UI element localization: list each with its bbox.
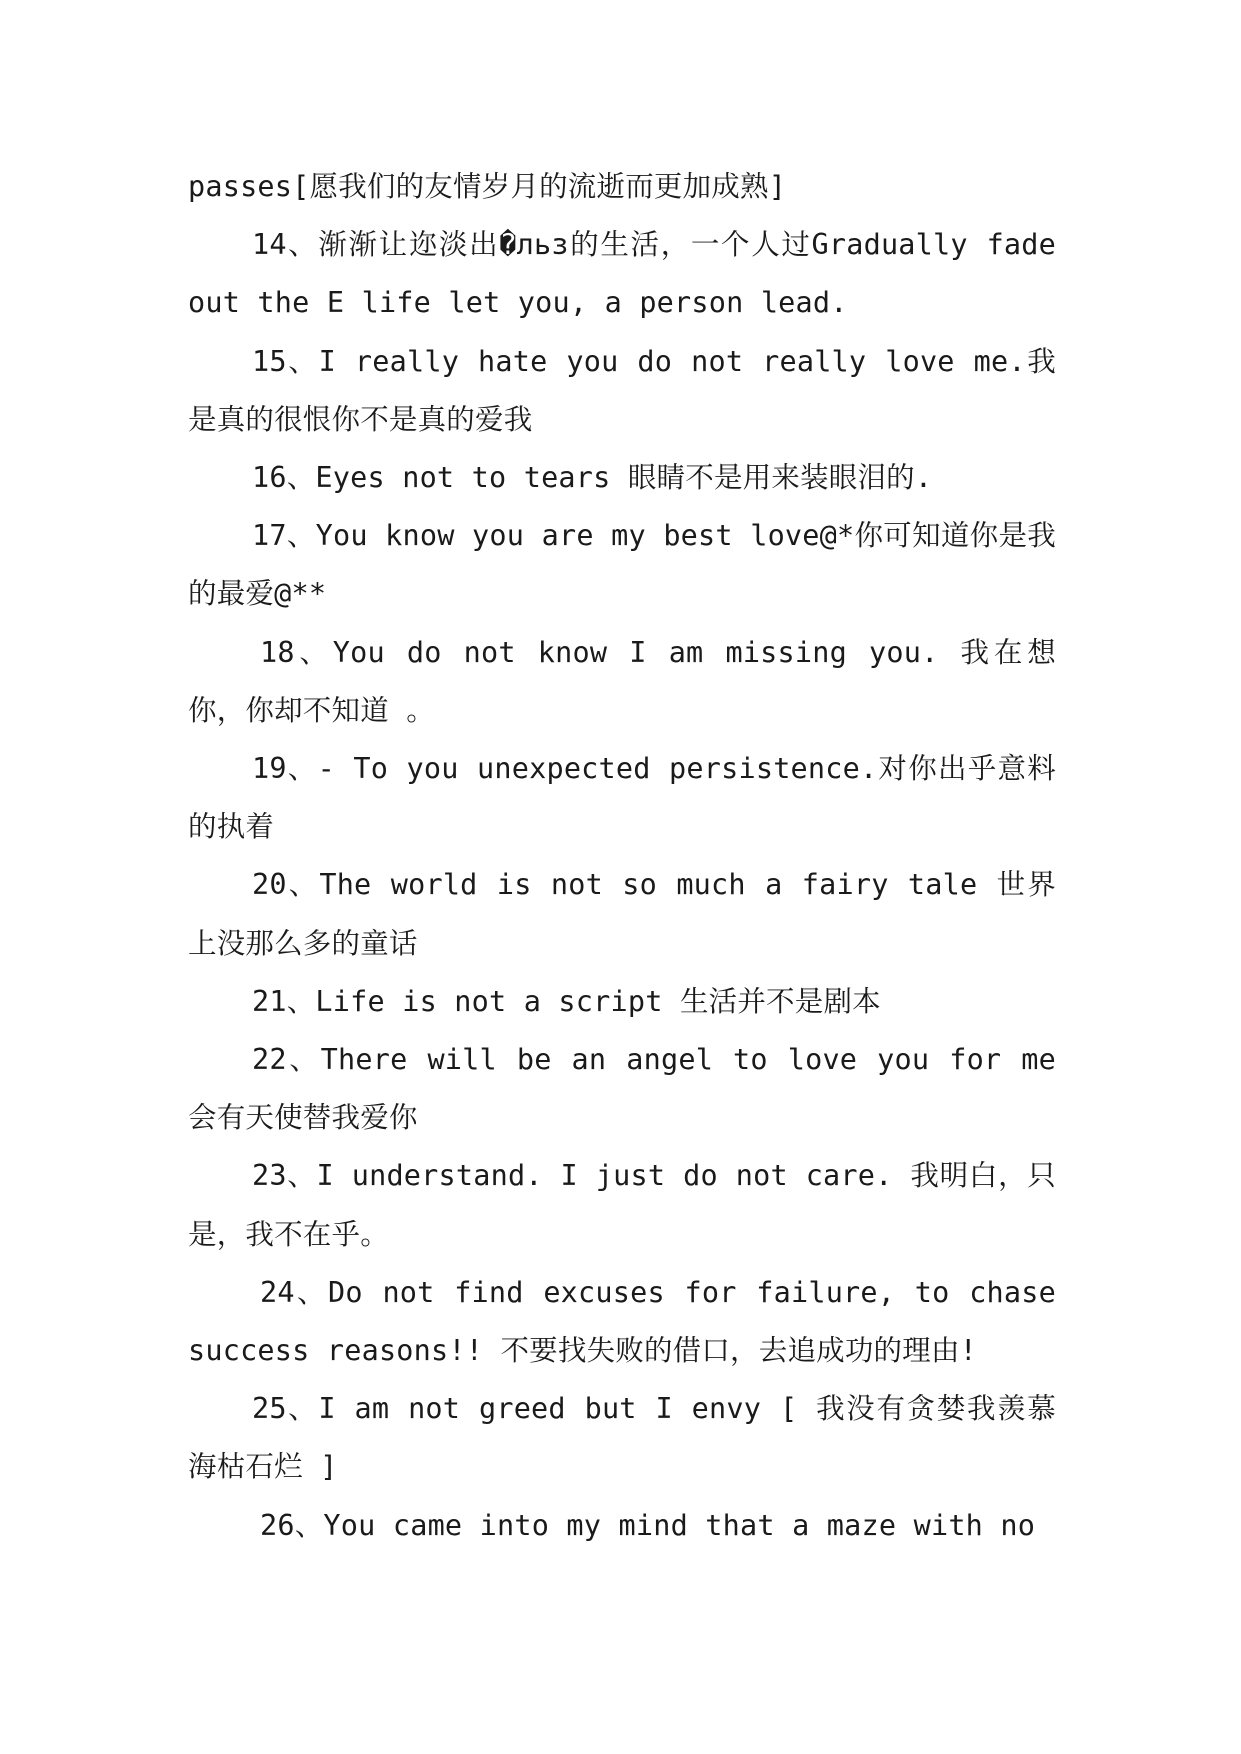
document-body bbox=[188, 158, 1056, 1555]
paragraph-item-24: 24、Do not find excuses for failure, to chase success reasons!! 不要找失败的借口，去追成功的理由! bbox=[188, 1275, 1056, 1368]
paragraph-item-17: 17、You know you are my best love@*你可知道你是我的最爱@** bbox=[188, 519, 1056, 611]
paragraph-continuation: passes[愿我们的友情岁月的流逝而更加成熟] bbox=[188, 170, 787, 203]
paragraph-item-14: 14、渐渐让迩淡出�льз的生活，一个人过Gradually fade out the E life let you, a person lead. bbox=[188, 228, 1056, 320]
paragraph-item-18: 18、You do not know I am missing you. 我在想你，你却不知道 。 bbox=[188, 635, 1056, 727]
paragraph-item-25: 25、I am not greed but I envy [ 我没有贪婪我羡慕海枯石烂 ] bbox=[188, 1392, 1056, 1484]
paragraph-item-19: 19、- To you unexpected persistence.对你出乎意料的执着 bbox=[188, 752, 1056, 844]
paragraph-item-15: 15、I really hate you do not really love me.我是真的很恨你不是真的爱我 bbox=[188, 344, 1056, 436]
paragraph-item-16: 16、Eyes not to tears 眼睛不是用来装眼泪的. bbox=[252, 461, 933, 495]
paragraph-item-26: 26、You came into my mind that a maze with no bbox=[260, 1508, 1036, 1542]
paragraph-item-21: 21、Life is not a script 生活并不是剧本 bbox=[252, 984, 881, 1018]
paragraph-item-23: 23、I understand. I just do not care. 我明白，只是，我不在乎。 bbox=[188, 1159, 1056, 1251]
paragraph-item-22: 22、There will be an angel to love you for me 会有天使替我爱你 bbox=[188, 1043, 1056, 1135]
paragraph-item-20: 20、The world is not so much a fairy tale 世界上没那么多的童话 bbox=[188, 868, 1056, 960]
